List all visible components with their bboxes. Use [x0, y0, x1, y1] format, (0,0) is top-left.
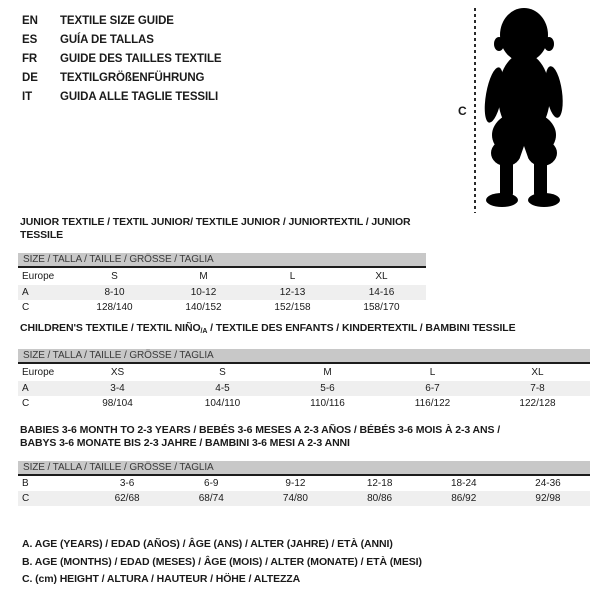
row-label: A: [22, 383, 29, 394]
language-list: [22, 11, 222, 106]
cell-value: 128/140: [96, 302, 133, 313]
size-column-header: L: [429, 367, 436, 378]
row-label: C: [22, 493, 30, 504]
language-title: TEXTILGRÖßENFÜHRUNG: [60, 71, 205, 84]
cell-value: 10-12: [190, 287, 217, 298]
row-label: B: [22, 478, 29, 489]
language-code: DE: [22, 71, 38, 84]
language-row-fr: [22, 49, 222, 68]
footnote-age-months: B. AGE (MONTHS) / EDAD (MESES) / ÂGE (MOIS) / ALTER (MONATE) / ETÀ (MESI): [22, 555, 422, 568]
size-column-header: S: [111, 271, 118, 282]
cell-value: 5-6: [320, 383, 335, 394]
size-column-header: L: [289, 271, 296, 282]
language-code: FR: [22, 52, 38, 65]
cell-value: 158/170: [363, 302, 400, 313]
cell-value: 18-24: [450, 478, 477, 489]
row-label: A: [22, 287, 29, 298]
cell-value: 74/80: [282, 493, 308, 504]
cell-value: 12-18: [366, 478, 393, 489]
cell-value: 116/122: [414, 398, 451, 409]
cell-value: 3-6: [119, 478, 135, 489]
language-row-de: [22, 68, 222, 87]
language-row-es: [22, 30, 222, 49]
size-column-header: M: [323, 367, 332, 378]
language-code: EN: [22, 14, 38, 27]
row-label: C: [22, 302, 30, 313]
footnote-height-cm: C. (cm) HEIGHT / ALTURA / HAUTEUR / HÖHE / ALTEZZA: [22, 573, 301, 585]
language-title: TEXTILE SIZE GUIDE: [60, 14, 174, 27]
language-title: GUIDE DES TAILLES TEXTILE: [60, 52, 222, 65]
babies-table-title: [20, 424, 590, 450]
cell-value: 140/152: [185, 302, 222, 313]
title-part: / TEXTILE DES ENFANTS / KINDERTEXTIL / BAMBINI TESSILE: [207, 322, 516, 334]
junior-textile-section: [18, 216, 426, 315]
size-column-header: XS: [110, 367, 125, 378]
cell-value: 122/128: [519, 398, 556, 409]
title-subscript: /A: [200, 328, 208, 335]
cell-value: 68/74: [198, 493, 224, 504]
cell-value: 24-36: [535, 478, 561, 489]
columns-header-row: [18, 364, 590, 381]
cell-value: 92/98: [535, 493, 561, 504]
cell-value: 98/104: [102, 398, 133, 409]
title-part: CHILDREN'S TEXTILE / TEXTIL NIÑO: [20, 322, 201, 334]
height-measure-label: C: [458, 104, 467, 118]
size-column-header: S: [219, 367, 226, 378]
footnotes: [22, 536, 422, 589]
table-row-height: [18, 300, 426, 315]
size-column-header: M: [199, 271, 208, 282]
cell-value: 4-5: [215, 383, 230, 394]
region-header: Europe: [22, 271, 55, 282]
babies-textile-section: [18, 424, 590, 506]
cell-value: 6-7: [425, 383, 440, 394]
columns-header-row: [18, 268, 426, 285]
size-header-bar: SIZE / TALLA / TAILLE / GRÖSSE / TAGLIA: [18, 253, 426, 268]
cell-value: 7-8: [530, 383, 545, 394]
title-line-2: BABYS 3-6 MONATE BIS 2-3 JAHRE / BAMBINI 3-6 MESI A 2-3 ANNI: [20, 437, 350, 449]
language-title: GUÍA DE TALLAS: [60, 33, 154, 46]
height-dashed-line: [474, 8, 476, 213]
table-row-height: [18, 491, 590, 506]
footnote-age-years: A. AGE (YEARS) / EDAD (AÑOS) / ÂGE (ANS) / ALTER (JAHRE) / ETÀ (ANNI): [22, 538, 393, 550]
language-code: IT: [22, 90, 33, 103]
cell-value: 62/68: [114, 493, 140, 504]
childrens-table-title: [20, 322, 590, 338]
row-label: C: [22, 398, 30, 409]
cell-value: 6-9: [204, 478, 219, 489]
language-code: ES: [22, 33, 38, 46]
cell-value: 86/92: [451, 493, 477, 504]
title-line-1: BABIES 3-6 MONTH TO 2-3 YEARS / BEBÉS 3-6 MESES A 2-3 AÑOS / BÉBÉS 3-6 MOIS À 2-3 ANS /: [20, 424, 501, 436]
cell-value: 80/86: [367, 493, 393, 504]
table-row-age: [18, 285, 426, 300]
size-column-header: XL: [531, 367, 544, 378]
cell-value: 3-4: [110, 383, 125, 394]
baby-height-figure: [455, 4, 600, 216]
cell-value: 14-16: [368, 287, 395, 298]
cell-value: 152/158: [274, 302, 311, 313]
cell-value: 8-10: [104, 287, 125, 298]
cell-value: 110/116: [310, 398, 345, 409]
table-row-age: [18, 381, 590, 396]
cell-value: 104/110: [204, 398, 241, 409]
region-header: Europe: [22, 367, 55, 378]
cell-value: 12-13: [279, 287, 306, 298]
language-title: GUIDA ALLE TAGLIE TESSILI: [60, 90, 219, 103]
cell-value: 9-12: [285, 478, 306, 489]
childrens-textile-section: [18, 322, 590, 411]
size-column-header: XL: [375, 271, 388, 282]
table-row-height: [18, 396, 590, 411]
junior-table-title: JUNIOR TEXTILE / TEXTIL JUNIOR/ TEXTILE JUNIOR / JUNIORTEXTIL / JUNIOR TESSILE: [20, 216, 411, 241]
toddler-silhouette-icon: [482, 7, 568, 207]
table-row-age-months: [18, 476, 590, 491]
language-row-en: [22, 11, 222, 30]
size-header-bar: SIZE / TALLA / TAILLE / GRÖSSE / TAGLIA: [18, 461, 590, 476]
size-header-bar: SIZE / TALLA / TAILLE / GRÖSSE / TAGLIA: [18, 349, 590, 364]
language-row-it: [22, 87, 222, 106]
